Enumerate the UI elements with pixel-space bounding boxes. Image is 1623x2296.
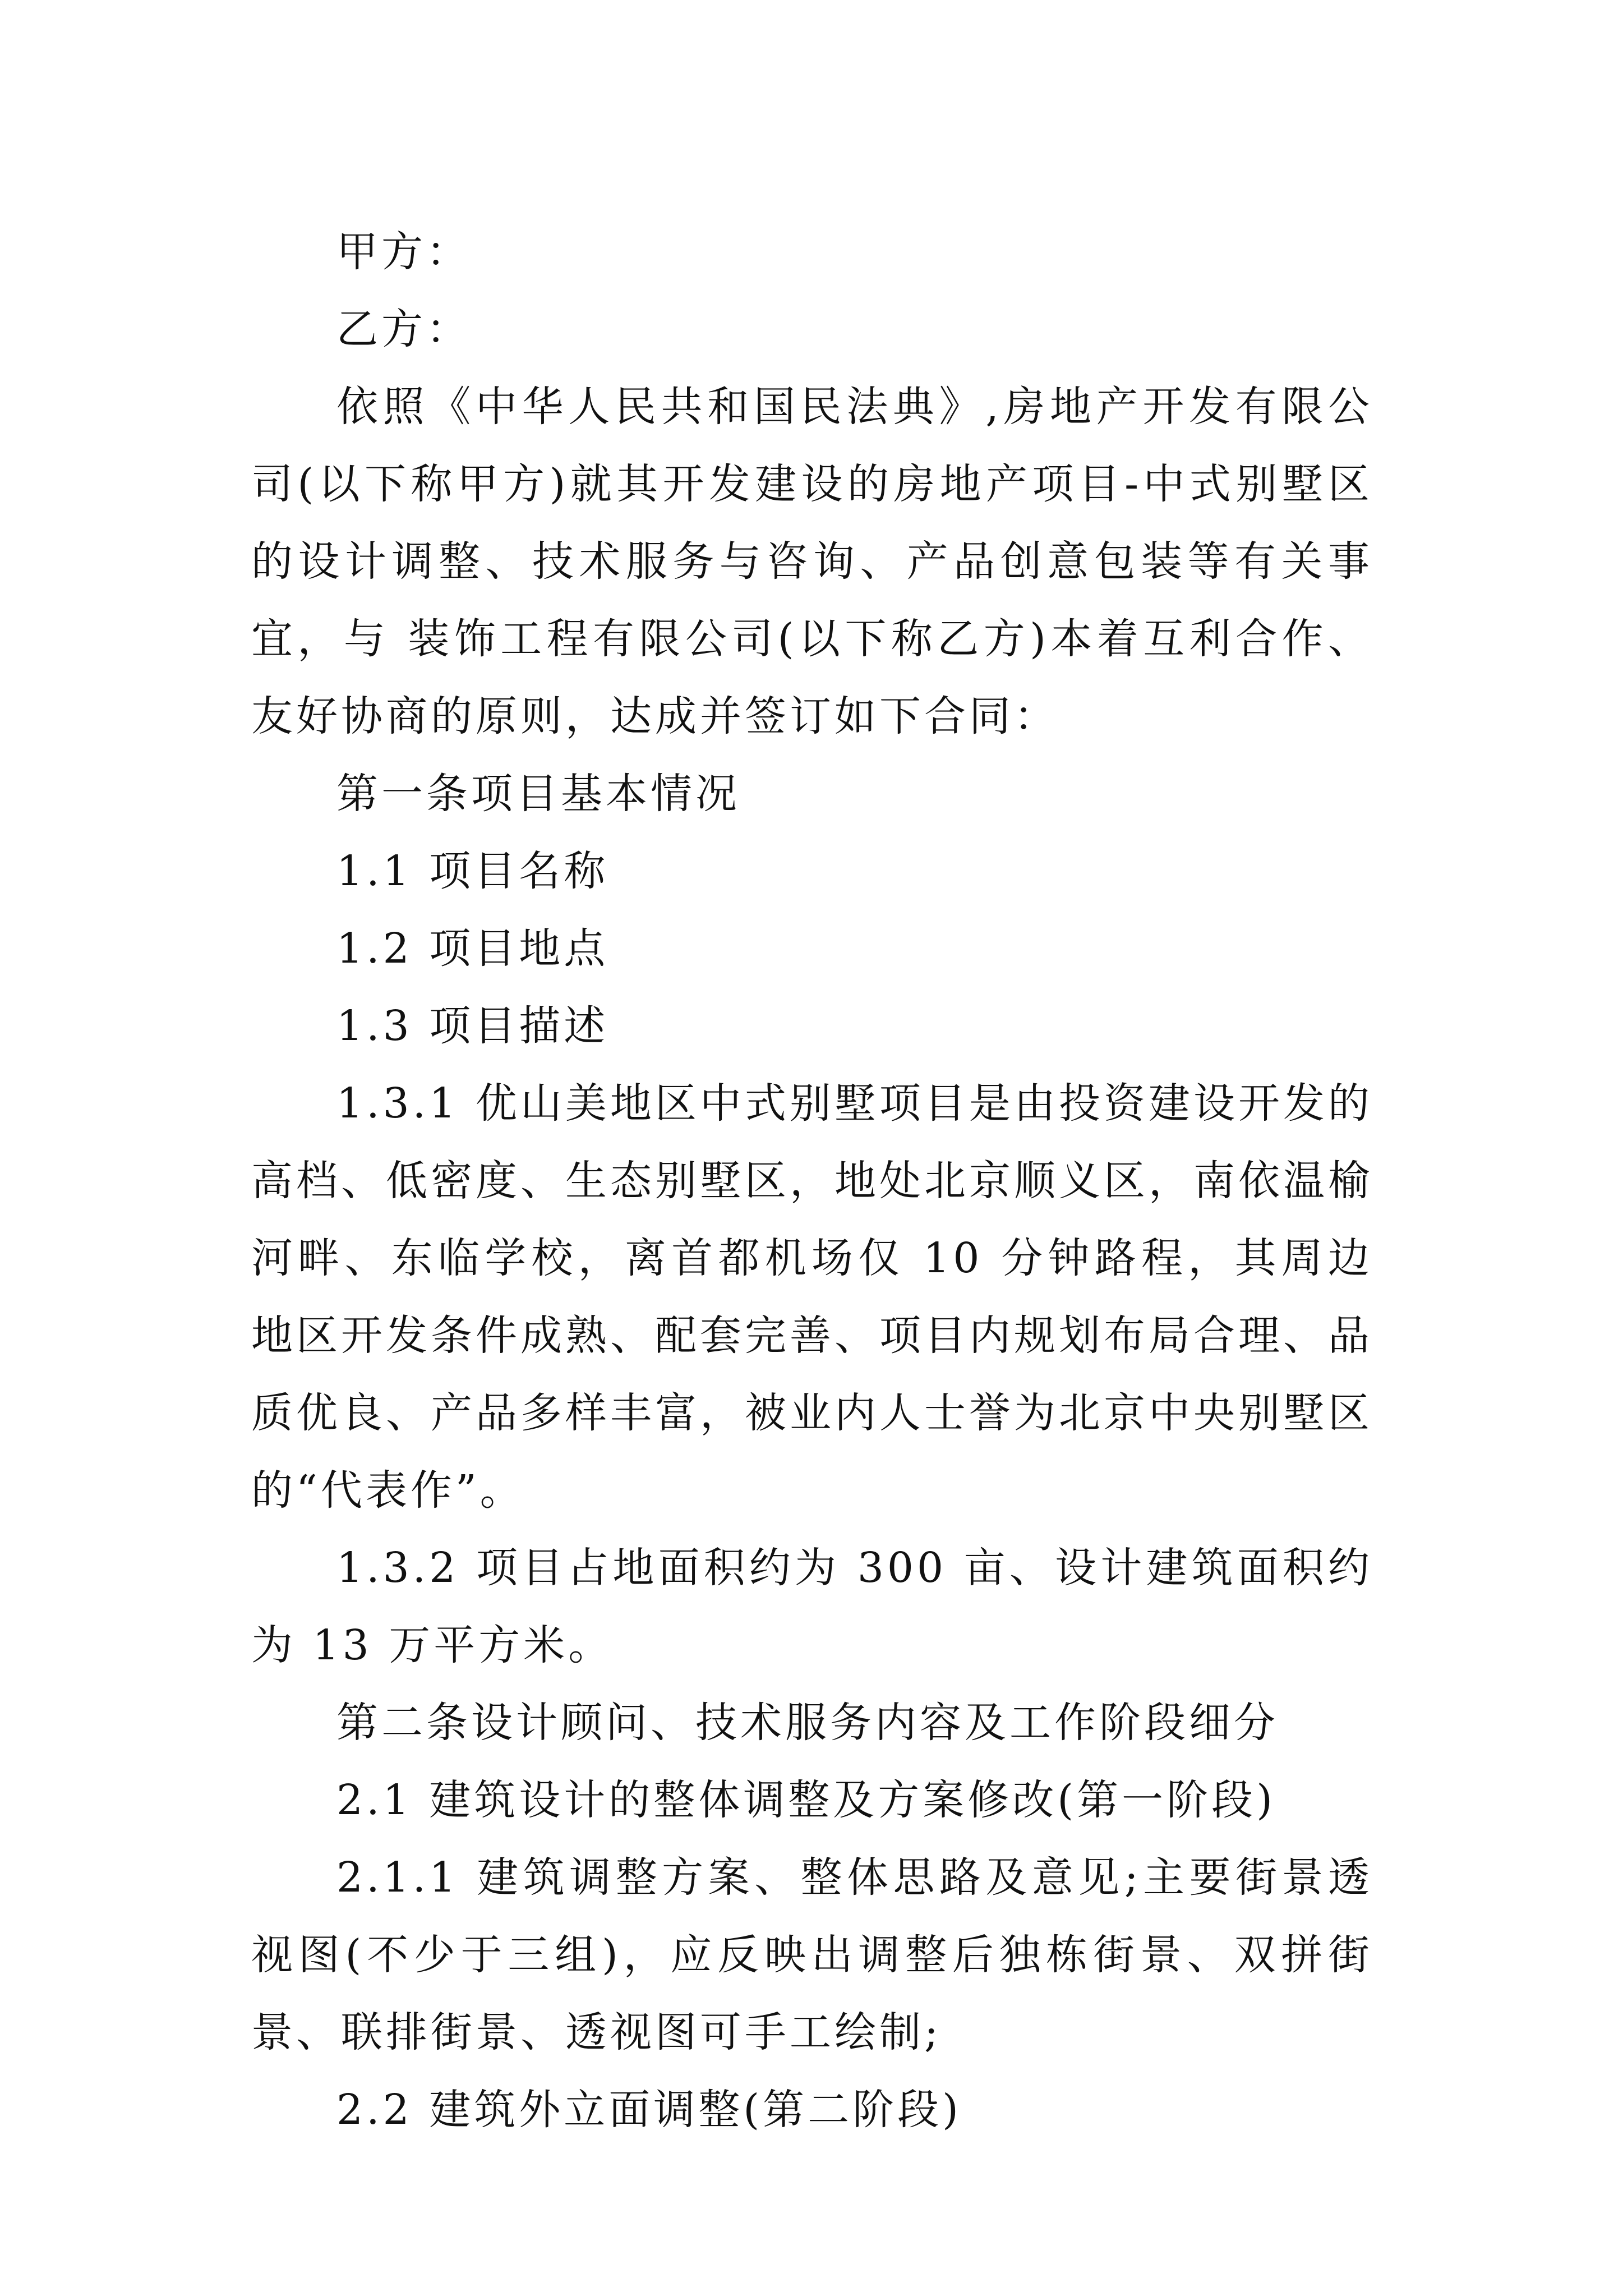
- document-body: [251, 213, 1373, 2148]
- clause-2-2: 2.2 建筑外立面调整(第二阶段): [336, 2086, 962, 2134]
- party-b-line: 乙方：: [336, 305, 471, 353]
- party-a-line: 甲方：: [336, 228, 471, 276]
- clause-1-2: 1.2 项目地点: [336, 924, 609, 973]
- article-2-heading: 第二条设计顾问、技术服务内容及工作阶段细分: [336, 1699, 1279, 1747]
- clause-1-3-2: 1.3.2 项目占地面积约为 300 亩、设计建筑面积约为 13 万平方米。: [251, 1544, 1373, 1669]
- preamble-paragraph: 依照《中华人民共和国民法典》,房地产开发有限公司(以下称甲方)就其开发建设的房地产项目-中式别墅区的设计调整、技术服务与咨询、产品创意包装等有关事宜，与 装饰工程有限公司(以下称乙方)本着互利合作、友好协商的原则，达成并签订如下合同：: [251, 383, 1373, 740]
- article-1-heading: 第一条项目基本情况: [336, 770, 740, 818]
- clause-1-3-1: 1.3.1 优山美地区中式别墅项目是由投资建设开发的高档、低密度、生态别墅区，地处北京顺义区，南依温榆河畔、东临学校，离首都机场仅 10 分钟路程，其周边地区开发条件成熟、配套完善、项目内规划布局合理、品质优良、产品多样丰富，被业内人士誉为北京中央别墅区的“代表作”。: [251, 1079, 1373, 1515]
- clause-2-1: 2.1 建筑设计的整体调整及方案修改(第一阶段): [336, 1776, 1276, 1824]
- clause-1-3: 1.3 项目描述: [336, 1002, 609, 1050]
- clause-1-1: 1.1 项目名称: [336, 847, 609, 895]
- clause-2-1-1: 2.1.1 建筑调整方案、整体思路及意见;主要街景透视图(不少于三组)，应反映出调整后独栋街景、双拼街景、联排街景、透视图可手工绘制;: [251, 1853, 1373, 2056]
